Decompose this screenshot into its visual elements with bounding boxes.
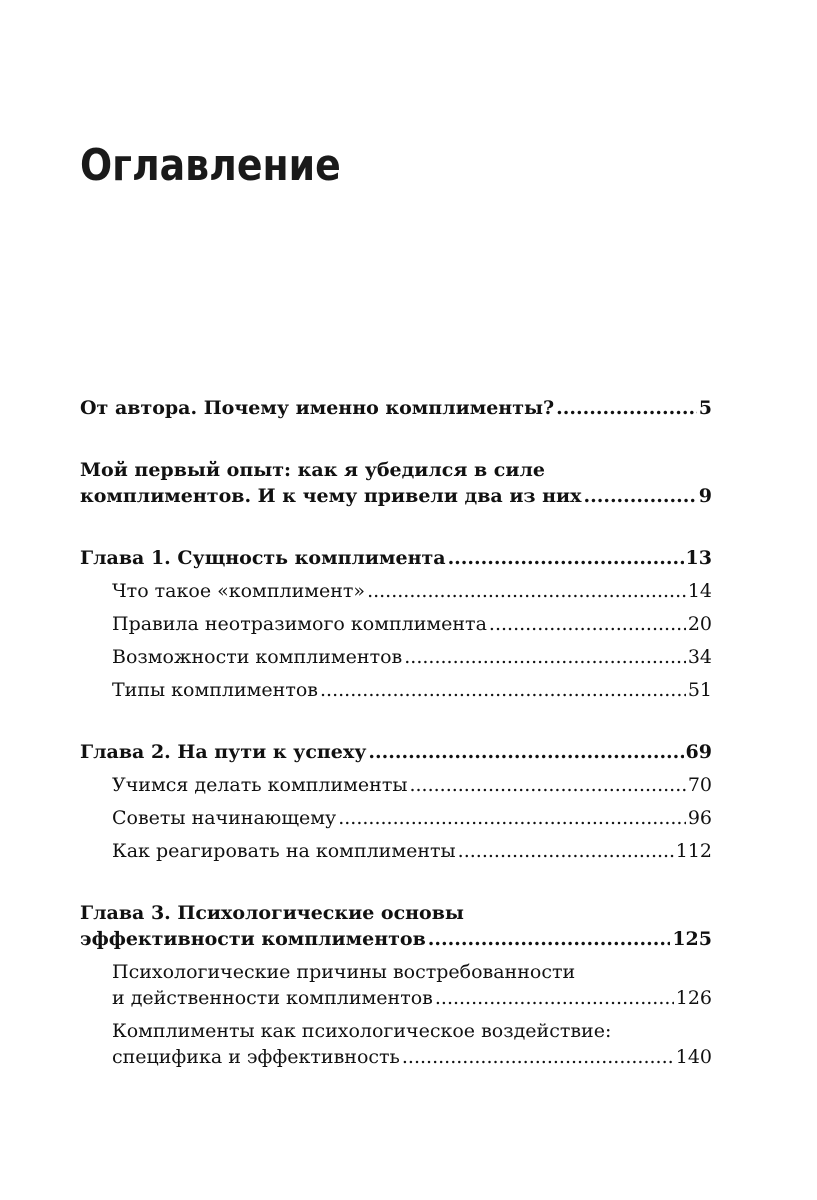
toc-page-number: 126 — [675, 987, 712, 1009]
toc-entry-learning[interactable] — [112, 772, 712, 798]
toc-leader-dots — [489, 611, 686, 637]
toc-leader-dots — [367, 578, 686, 604]
toc-entry-title-line: Глава 3. Психологические основы — [80, 902, 464, 924]
toc-entry-types[interactable] — [112, 677, 712, 703]
toc-entry-author-preface[interactable] — [80, 395, 712, 421]
toc-leader-dots — [583, 483, 696, 509]
toc-leader-dots — [428, 926, 671, 952]
toc-entry-title: Советы начинающему — [112, 807, 337, 829]
toc-page-number: 9 — [698, 485, 712, 507]
toc-entry-title-line: эффективности комплиментов — [80, 928, 426, 950]
toc-page-number: 70 — [687, 774, 712, 796]
toc-leader-dots — [368, 739, 683, 765]
toc-leader-dots — [320, 677, 686, 703]
toc-page-number: 96 — [687, 807, 712, 829]
table-of-contents — [80, 395, 712, 1070]
toc-leader-dots — [404, 644, 686, 670]
toc-page-number: 5 — [698, 397, 712, 419]
toc-page-number: 125 — [672, 928, 712, 950]
toc-leader-dots — [409, 772, 685, 798]
toc-entry-title: Возможности комплиментов — [112, 646, 403, 668]
toc-entry-title: Глава 2. На пути к успеху — [80, 741, 367, 763]
toc-page-number: 140 — [675, 1046, 712, 1068]
toc-entry-title-line: Психологические причины востребованности — [112, 961, 576, 983]
toc-entry-possibilities[interactable] — [112, 644, 712, 670]
page-title: Оглавление — [80, 140, 341, 191]
toc-entry-title: Как реагировать на комплименты — [112, 840, 456, 862]
toc-page-number: 14 — [687, 580, 712, 602]
toc-entry-title-line: и действенности комплиментов — [112, 987, 433, 1009]
toc-entry-psych-reasons[interactable] — [112, 959, 712, 1011]
toc-page-number: 69 — [685, 741, 712, 763]
toc-entry-how-to-react[interactable] — [112, 838, 712, 864]
toc-entry-title-line: специфика и эффективность — [112, 1046, 400, 1068]
toc-entry-title: Типы комплиментов — [112, 679, 318, 701]
toc-entry-title: Учимся делать комплименты — [112, 774, 408, 796]
toc-entry-title: От автора. Почему именно комплименты? — [80, 397, 555, 419]
toc-leader-dots — [448, 545, 684, 571]
toc-entry-title: Что такое «комплимент» — [112, 580, 366, 602]
toc-entry-psych-influence[interactable] — [112, 1018, 712, 1070]
toc-page-number: 51 — [687, 679, 712, 701]
toc-entry-chapter-3[interactable] — [80, 900, 712, 952]
toc-leader-dots — [338, 805, 686, 831]
toc-entry-title: Глава 1. Сущность комплимента — [80, 547, 446, 569]
toc-entry-title: Правила неотразимого комплимента — [112, 613, 487, 635]
toc-entry-first-experience[interactable] — [80, 457, 712, 509]
toc-leader-dots — [435, 985, 674, 1011]
toc-page-number: 34 — [687, 646, 712, 668]
toc-entry-title-line: Мой первый опыт: как я убедился в силе — [80, 459, 545, 481]
toc-leader-dots — [402, 1044, 674, 1070]
toc-entry-chapter-2[interactable] — [80, 739, 712, 765]
toc-leader-dots — [458, 838, 674, 864]
toc-page-number: 13 — [685, 547, 712, 569]
toc-entry-title-line: комплиментов. И к чему привели два из них — [80, 485, 582, 507]
toc-entry-rules[interactable] — [112, 611, 712, 637]
toc-entry-title-line: Комплименты как психологическое воздействие: — [112, 1020, 612, 1042]
toc-page-number: 112 — [675, 840, 712, 862]
toc-entry-beginner-tips[interactable] — [112, 805, 712, 831]
toc-leader-dots — [556, 395, 697, 421]
toc-entry-chapter-1[interactable] — [80, 545, 712, 571]
toc-entry-what-is-compliment[interactable] — [112, 578, 712, 604]
toc-page-number: 20 — [687, 613, 712, 635]
